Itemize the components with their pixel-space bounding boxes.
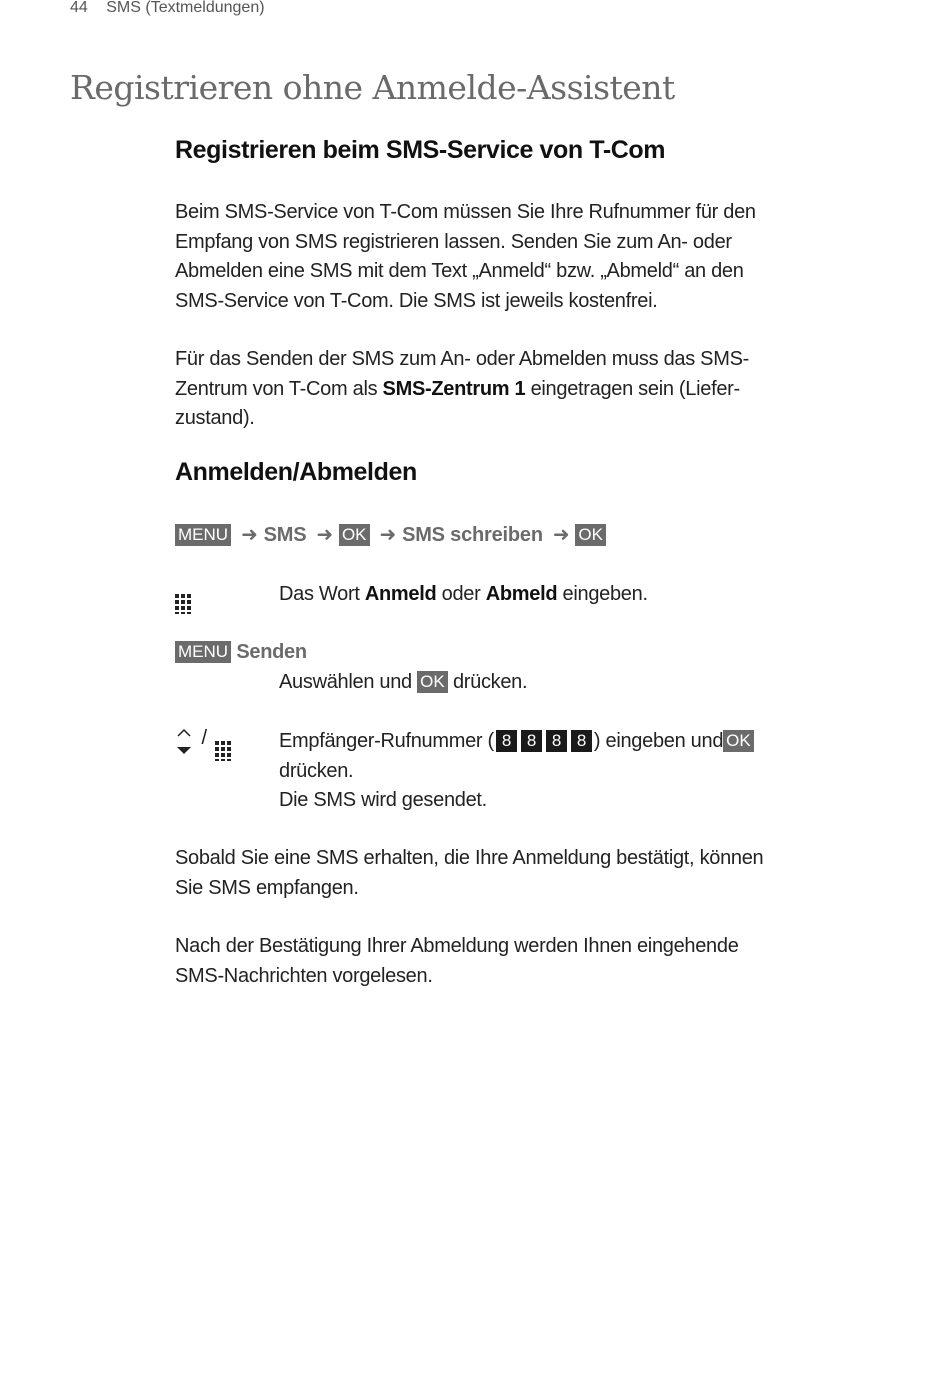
page-title: Registrieren ohne Anmelde-Assistent — [70, 68, 675, 107]
ok-key: OK — [417, 671, 448, 693]
step-send: MENU Senden Auswählen und OK drücken. — [175, 638, 795, 668]
header-section-title: SMS (Textmeldungen) — [106, 0, 265, 16]
menu-path-sms: SMS — [263, 524, 307, 546]
arrow-right-icon: ➜ — [241, 524, 258, 546]
ok-key: OK — [339, 524, 370, 546]
paragraph-line: Beim SMS-Service von T-Com müssen Sie Ihre Rufnummer für den — [175, 201, 756, 223]
word-abmeld: Abmeld — [485, 583, 558, 605]
paragraph-line: Abmelden eine SMS mit dem Text „Anmeld“ bzw. „Abmeld“ an den — [175, 260, 744, 282]
up-down-icon — [175, 727, 193, 757]
paragraph-line: Zentrum von T-Com als — [175, 377, 383, 400]
digit-key: 8 — [496, 730, 517, 752]
sms-center-term: SMS-Zentrum 1 — [382, 377, 526, 400]
paragraph-line: Empfang von SMS registrieren lassen. Senden Sie zum An- oder — [175, 230, 732, 253]
word-anmeld: Anmeld — [364, 583, 437, 605]
paragraph-line: zustand). — [175, 407, 255, 429]
paragraph-sms-center — [175, 345, 795, 434]
menu-key: MENU — [175, 641, 231, 663]
paragraph-line: eingetragen sein (Liefer- — [525, 377, 740, 400]
section-registration-heading-wrap — [175, 136, 795, 165]
send-option: Senden — [236, 641, 307, 663]
section-registration-heading: Registrieren beim SMS-Service von T-Com — [175, 136, 666, 164]
running-header — [70, 0, 265, 17]
arrow-right-icon: ➜ — [379, 524, 397, 546]
section-signup-heading-wrap — [175, 458, 795, 487]
digit-key: 8 — [521, 730, 542, 752]
paragraph-registration-intro — [175, 198, 795, 316]
arrow-right-icon: ➜ — [316, 524, 333, 546]
keypad-icon — [215, 727, 231, 761]
section-signup-heading: Anmelden/Abmelden — [175, 458, 417, 486]
digit-key: 8 — [546, 730, 567, 752]
menu-path-write-sms: SMS schreiben — [402, 524, 543, 546]
sms-sent-note: Die SMS wird gesendet. — [279, 789, 487, 811]
paragraph-confirmation: Sobald Sie eine SMS erhalten, die Ihre Anmeldung bestätigt, können Sie SMS empfangen. — [175, 847, 764, 899]
keypad-icon — [175, 585, 191, 614]
step-icons — [175, 727, 231, 761]
arrow-right-icon: ➜ — [552, 524, 570, 546]
menu-key: MENU — [175, 524, 231, 546]
paragraph-line: SMS-Service von T-Com. Die SMS ist jeweils kostenfrei. — [175, 289, 658, 312]
menu-path — [175, 522, 795, 547]
icon-separator: / — [201, 727, 208, 749]
paragraph-unsubscribe: Nach der Bestätigung Ihrer Abmeldung werden Ihnen eingehende SMS-Nachrichten vorgelesen. — [175, 935, 739, 987]
ok-key: OK — [575, 524, 606, 546]
paragraph-line: Für das Senden der SMS zum An- oder Abmelden muss das SMS- — [175, 348, 749, 370]
digit-key: 8 — [571, 730, 592, 752]
page-number: 44 — [70, 0, 88, 16]
ok-key: OK — [723, 730, 754, 752]
